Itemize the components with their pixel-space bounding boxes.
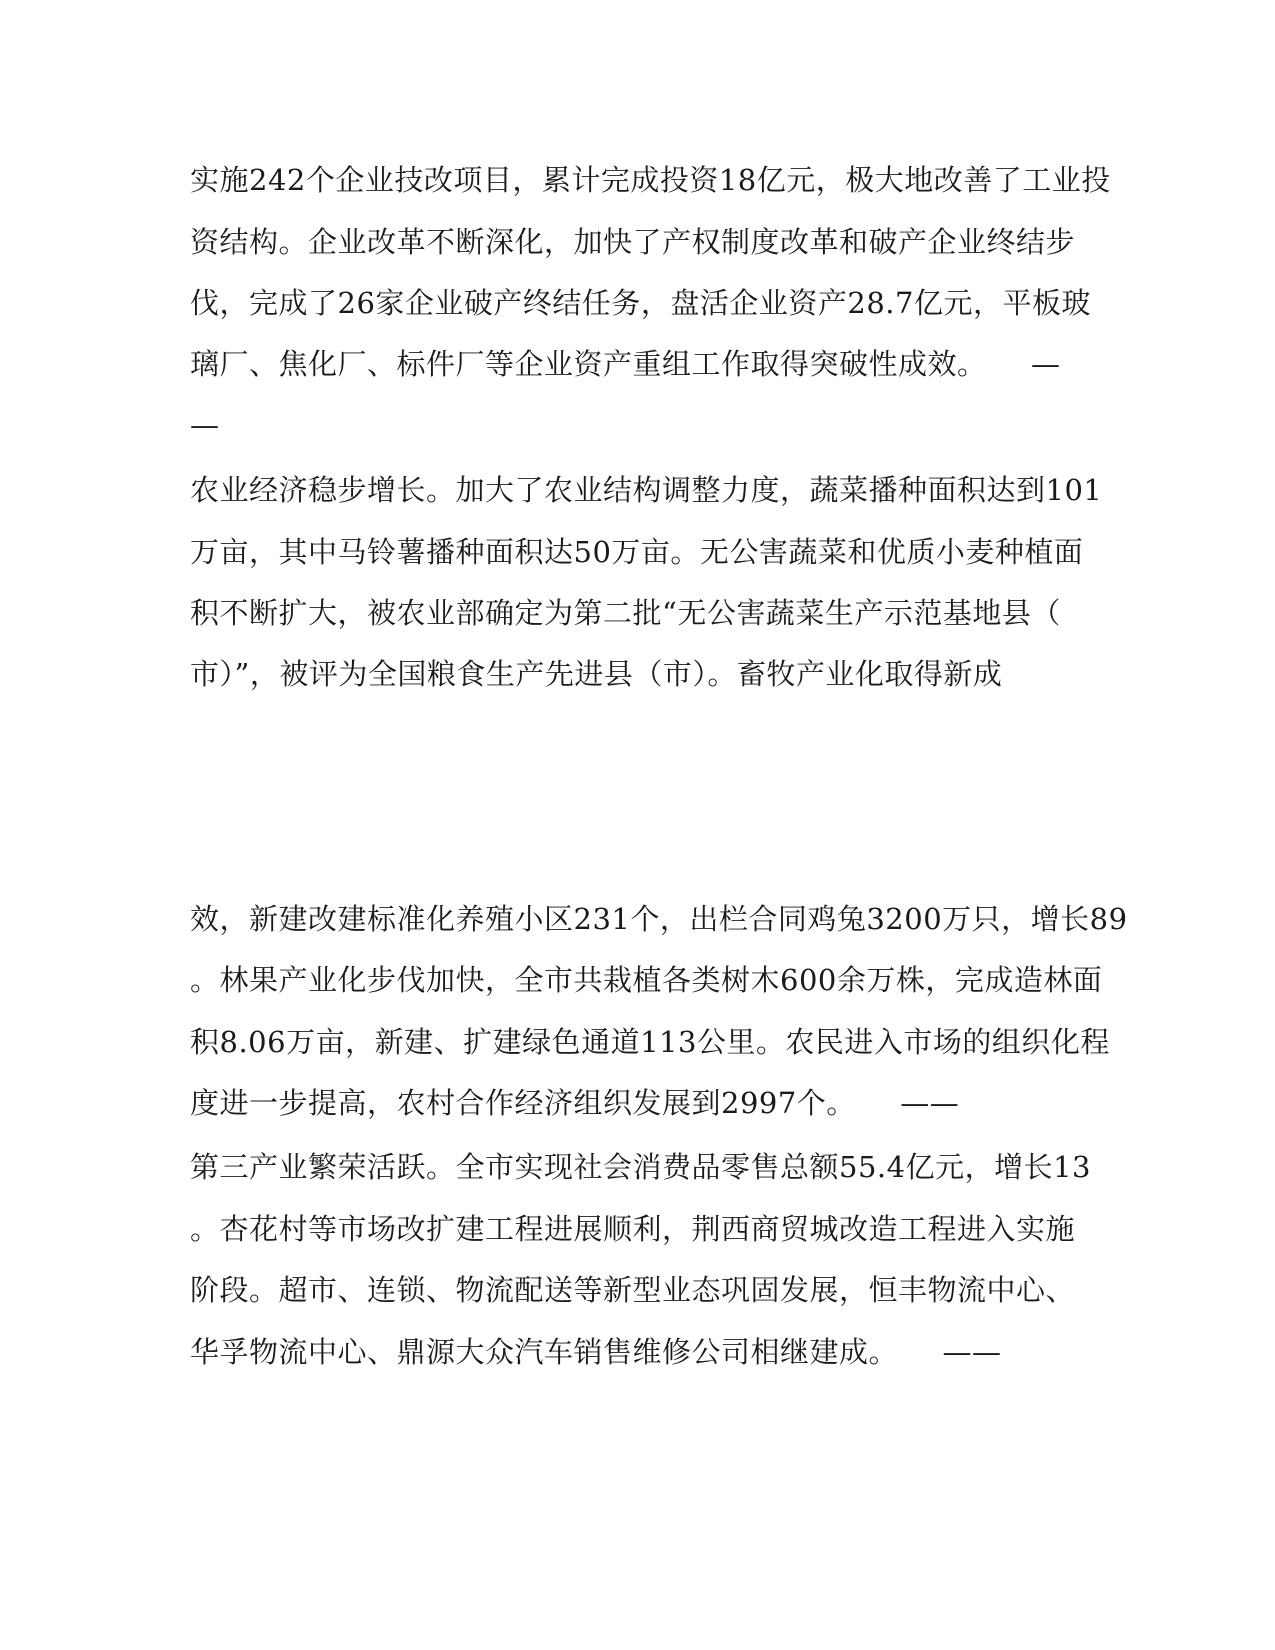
text-line: 实施242个企业技改项目，累计完成投资18亿元，极大地改善了工业投 (190, 163, 1111, 197)
text-line: 阶段。超市、连锁、物流配送等新型业态巩固发展，恒丰物流中心、 (190, 1273, 1076, 1307)
text-line: 积8.06万亩，新建、扩建绿色通道113公里。农民进入市场的组织化程 (190, 1025, 1110, 1059)
text-line: 积不断扩大，被农业部确定为第二批“无公害蔬菜生产示范基地县（ (190, 596, 1061, 630)
text-line: 万亩，其中马铃薯播种面积达50万亩。无公害蔬菜和优质小麦种植面 (190, 535, 1084, 569)
text-line: 效，新建改建标准化养殖小区231个，出栏合同鸡兔3200万只，增长89 (190, 902, 1128, 936)
text-line: 资结构。企业改革不断深化，加快了产权制度改革和破产企业终结步 (190, 225, 1076, 259)
text-line: 市）”，被评为全国粮食生产先进县（市）。畜牧产业化取得新成 (190, 657, 1003, 691)
text-line: 伐，完成了26家企业破产终结任务，盘活企业资产28.7亿元，平板玻 (190, 286, 1091, 320)
text-line: — (190, 408, 220, 442)
text-line: 。杏花村等市场改扩建工程进展顺利，荆西商贸城改造工程进入实施 (190, 1212, 1076, 1246)
text-line: 华孚物流中心、鼎源大众汽车销售维修公司相继建成。 —— (190, 1335, 1002, 1369)
text-line: 度进一步提高，农村合作经济组织发展到2997个。 —— (190, 1086, 960, 1120)
text-line: 农业经济稳步增长。加大了农业结构调整力度，蔬菜播种面积达到101 (190, 473, 1103, 507)
text-line: 第三产业繁荣活跃。全市实现社会消费品零售总额55.4亿元，增长13 (190, 1150, 1091, 1184)
text-line: 璃厂、焦化厂、标件厂等企业资产重组工作取得突破性成效。 — (190, 347, 1061, 381)
text-line: 。林果产业化步伐加快，全市共栽植各类树木600余万株，完成造林面 (190, 963, 1103, 997)
